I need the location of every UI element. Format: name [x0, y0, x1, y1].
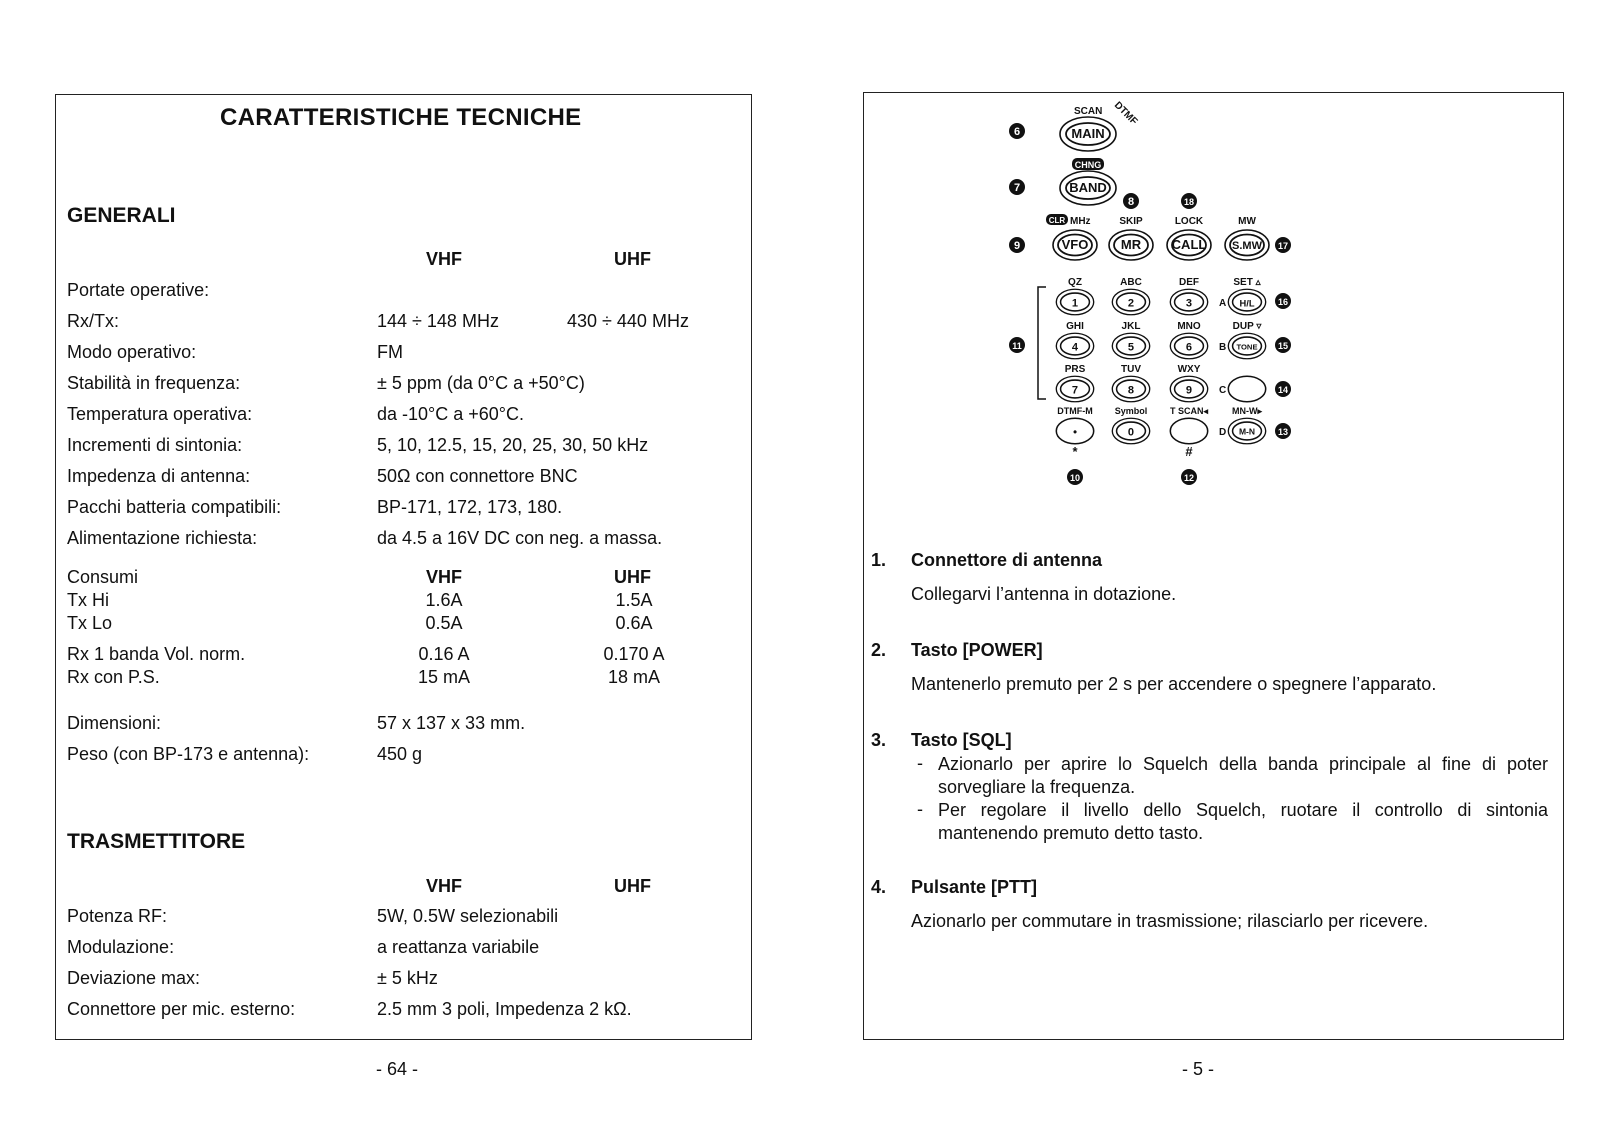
star-symbol: * [1072, 444, 1078, 459]
consumption-uhf: 1.5A [615, 590, 653, 610]
callout-badge-17 [1275, 237, 1291, 253]
item-body: Mantenerlo premuto per 2 s per accendere o spegnere l’apparato. [911, 674, 1437, 694]
key-label: 3 [1185, 297, 1193, 310]
spec-label: Dimensioni: [67, 713, 162, 733]
callout-badge-12 [1181, 469, 1197, 485]
spec-label: Incrementi di sintonia: [67, 435, 243, 455]
key-sub-label: SET ▵ [1233, 277, 1261, 288]
consumption-label: Consumi [67, 567, 139, 587]
key-0 [1112, 418, 1149, 444]
spec-value: FM [377, 342, 403, 362]
section-heading-general: GENERALI [67, 204, 176, 227]
mw-label: MW [1238, 216, 1256, 227]
callout-badge-7 [1009, 179, 1025, 195]
key-label: H/L [1239, 298, 1255, 309]
key-sub-label: JKL [1121, 321, 1141, 332]
key-label: 0 [1127, 426, 1135, 439]
callout-number: 17 [1277, 241, 1289, 251]
tx-col-head-vhf: VHF [426, 876, 462, 896]
page-number-left: - 64 - [376, 1059, 419, 1079]
smw-key [1225, 230, 1269, 260]
consumption-vhf: 15 mA [417, 667, 471, 687]
col-head-uhf: UHF [614, 249, 651, 269]
band-key [1060, 171, 1116, 205]
key-dot [1056, 418, 1093, 444]
consumption-row-label: Tx Lo [67, 613, 113, 633]
key-label: 5 [1127, 341, 1135, 354]
spec-label: Portate operative: [67, 280, 210, 300]
callout-badge-15 [1275, 337, 1291, 353]
key-label: 8 [1127, 384, 1135, 397]
spec-label: Potenza RF: [67, 906, 168, 926]
key-2 [1112, 289, 1149, 315]
page-number-right: - 5 - [1182, 1059, 1215, 1079]
item-number: 2. [871, 640, 887, 660]
spec-value: 144 ÷ 148 MHz [377, 311, 499, 331]
callout-badge-13 [1275, 423, 1291, 439]
bullet-dash: - [917, 799, 923, 819]
key-sub-label: GHI [1066, 321, 1084, 332]
callout-number: 10 [1069, 473, 1081, 483]
mr-key [1109, 230, 1153, 260]
spec-label: Impedenza di antenna: [67, 466, 251, 486]
consumption-vhf: 0.5A [425, 613, 463, 633]
key-mn [1228, 418, 1265, 444]
key-label: 4 [1071, 341, 1079, 354]
key-label: 2 [1127, 297, 1135, 310]
key-sub-label: T SCAN◂ [1169, 406, 1209, 416]
key-4 [1056, 333, 1093, 359]
spec-label: Temperatura operativa: [67, 404, 253, 424]
item-title: Connettore di antenna [911, 550, 1103, 570]
callout-badge-16 [1275, 293, 1291, 309]
spec-value: 2.5 mm 3 poli, Impedenza 2 kΩ. [377, 999, 632, 1019]
side-letter: B [1219, 342, 1227, 353]
key-sub-label: TUV [1121, 364, 1141, 375]
side-letter: C [1219, 385, 1227, 396]
spec-label: Stabilità in frequenza: [67, 373, 241, 393]
main-key-label: MAIN [1071, 126, 1105, 141]
section-heading-transmitter: TRASMETTITORE [67, 830, 246, 853]
consumption-row-label: Rx con P.S. [67, 667, 160, 687]
chng-tag [1072, 158, 1104, 170]
clr-tag [1046, 214, 1068, 225]
spec-value: a reattanza variabile [377, 937, 540, 957]
spec-label: Peso (con BP-173 e antenna): [67, 744, 310, 764]
key-1 [1056, 289, 1093, 315]
band-key-label: BAND [1069, 180, 1107, 195]
callout-number: 9 [1013, 240, 1021, 252]
key-label: 7 [1071, 384, 1079, 397]
consumption-uhf: 0.170 A [603, 644, 665, 664]
main-key [1060, 117, 1116, 151]
key-sub-label: QZ [1068, 277, 1082, 288]
spec-value: ± 5 ppm (da 0°C a +50°C) [377, 373, 585, 393]
call-key-label: CALL [1171, 237, 1207, 252]
scan-label: SCAN [1074, 106, 1103, 117]
spec-label: Rx/Tx: [67, 311, 119, 331]
side-letter: A [1219, 298, 1227, 309]
key-label: M-N [1238, 426, 1256, 437]
callout-number: 13 [1277, 427, 1289, 437]
key-8 [1112, 376, 1149, 402]
item-title: Tasto [SQL] [911, 730, 1012, 750]
callout-number: 6 [1013, 126, 1021, 138]
item-number: 1. [871, 550, 887, 570]
callout-badge-10 [1067, 469, 1083, 485]
callout-badge-9 [1009, 237, 1025, 253]
callout-number: 7 [1013, 182, 1021, 194]
spec-value: 57 x 137 x 33 mm. [377, 713, 526, 733]
spec-value: ± 5 kHz [377, 968, 438, 988]
chng-label: CHNG [1074, 160, 1102, 170]
hash-symbol: # [1185, 444, 1193, 459]
callout-badge-6 [1009, 123, 1025, 139]
bullet-dash: - [917, 753, 923, 773]
spec-value: BP-171, 172, 173, 180. [377, 497, 563, 517]
spec-label: Alimentazione richiesta: [67, 528, 258, 548]
spec-label: Modulazione: [67, 937, 175, 957]
key-label: 9 [1185, 384, 1193, 397]
item-number: 3. [871, 730, 887, 750]
callout-badge-18 [1181, 193, 1197, 209]
key-c-blank [1228, 376, 1265, 402]
callout-number: 15 [1277, 341, 1289, 351]
key-sub-label: ABC [1120, 277, 1142, 288]
consumption-col-vhf: VHF [426, 567, 462, 587]
call-key [1167, 230, 1211, 260]
spec-value: 5, 10, 12.5, 15, 20, 25, 30, 50 kHz [377, 435, 649, 455]
spec-label: Modo operativo: [67, 342, 197, 362]
item-number: 4. [871, 877, 887, 897]
callout-badge-8 [1123, 193, 1139, 209]
vfo-key-label: VFO [1061, 237, 1089, 252]
key-3 [1170, 289, 1207, 315]
vfo-key [1053, 230, 1097, 260]
key-label: • [1073, 426, 1077, 439]
spec-value: da -10°C a +60°C. [377, 404, 524, 424]
spec-value: 50Ω con connettore BNC [377, 466, 578, 486]
callout-badge-11 [1009, 337, 1025, 353]
smw-key-label: S.MW [1232, 240, 1262, 252]
skip-label: SKIP [1119, 216, 1143, 227]
spec-label: Pacchi batteria compatibili: [67, 497, 282, 517]
item-body: Collegarvi l’antenna in dotazione. [911, 584, 1177, 604]
mr-key-label: MR [1120, 237, 1142, 252]
callout-number: 12 [1183, 473, 1195, 483]
numeric-bracket [1038, 287, 1046, 399]
item-title: Pulsante [PTT] [911, 877, 1038, 897]
key-sub-label: DUP ▿ [1232, 321, 1262, 332]
key-label: TONE [1236, 342, 1258, 352]
callout-number: 8 [1127, 196, 1135, 208]
bullet-text: Azionarlo per aprire lo Squelch della banda principale al fine di poter sorvegliare la frequenza. [938, 754, 1548, 797]
callout-number: 16 [1277, 297, 1289, 307]
key-hash-blank [1170, 418, 1207, 444]
key-sub-label: WXY [1177, 364, 1201, 375]
item-body: Azionarlo per commutare in trasmissione; rilasciarlo per ricevere. [911, 911, 1429, 931]
callout-badge-14 [1275, 381, 1291, 397]
consumption-vhf: 0.16 A [418, 644, 470, 664]
key-6 [1170, 333, 1207, 359]
keypad-diagram [1012, 99, 1340, 494]
key-hl [1228, 289, 1265, 315]
key-sub-label: MNO [1177, 321, 1201, 332]
consumption-uhf: 18 mA [607, 667, 661, 687]
callout-number: 18 [1183, 197, 1195, 207]
key-sub-label: MN-W▸ [1231, 406, 1263, 416]
key-sub-label: Symbol [1114, 406, 1148, 416]
key-label: 6 [1185, 341, 1193, 354]
spec-label: Connettore per mic. esterno: [67, 999, 296, 1019]
consumption-col-uhf: UHF [614, 567, 651, 587]
key-tone [1228, 333, 1265, 359]
consumption-uhf: 0.6A [615, 613, 653, 633]
tx-col-head-uhf: UHF [614, 876, 651, 896]
item-title: Tasto [POWER] [911, 640, 1043, 660]
spec-value: da 4.5 a 16V DC con neg. a massa. [377, 528, 663, 548]
key-label: 1 [1071, 297, 1079, 310]
spec-label: Deviazione max: [67, 968, 201, 988]
lock-label: LOCK [1174, 216, 1204, 227]
key-sub-label: DTMF-M [1057, 406, 1093, 416]
page-title: CARATTERISTICHE TECNICHE [220, 104, 582, 131]
key-9 [1170, 376, 1207, 402]
callout-number: 11 [1012, 341, 1022, 351]
key-7 [1056, 376, 1093, 402]
side-letter: D [1219, 427, 1227, 438]
callout-number: 14 [1277, 385, 1289, 395]
clr-label: CLR [1048, 216, 1066, 225]
mhz-label: MHz [1070, 216, 1091, 227]
spec-value-uhf: 430 ÷ 440 MHz [567, 311, 689, 331]
col-head-vhf: VHF [426, 249, 462, 269]
key-sub-label: DEF [1179, 277, 1199, 288]
spec-value: 5W, 0.5W selezionabili [377, 906, 559, 926]
spec-value: 450 g [377, 744, 423, 764]
key-sub-label: PRS [1064, 364, 1086, 375]
consumption-row-label: Tx Hi [67, 590, 109, 610]
consumption-row-label: Rx 1 banda Vol. norm. [67, 644, 246, 664]
consumption-vhf: 1.6A [425, 590, 463, 610]
key-5 [1112, 333, 1149, 359]
dtmf-label: DTMF [1111, 99, 1140, 128]
bullet-text: Per regolare il livello dello Squelch, ruotare il controllo di sintonia mantenendo premuto detto tasto. [938, 800, 1548, 843]
